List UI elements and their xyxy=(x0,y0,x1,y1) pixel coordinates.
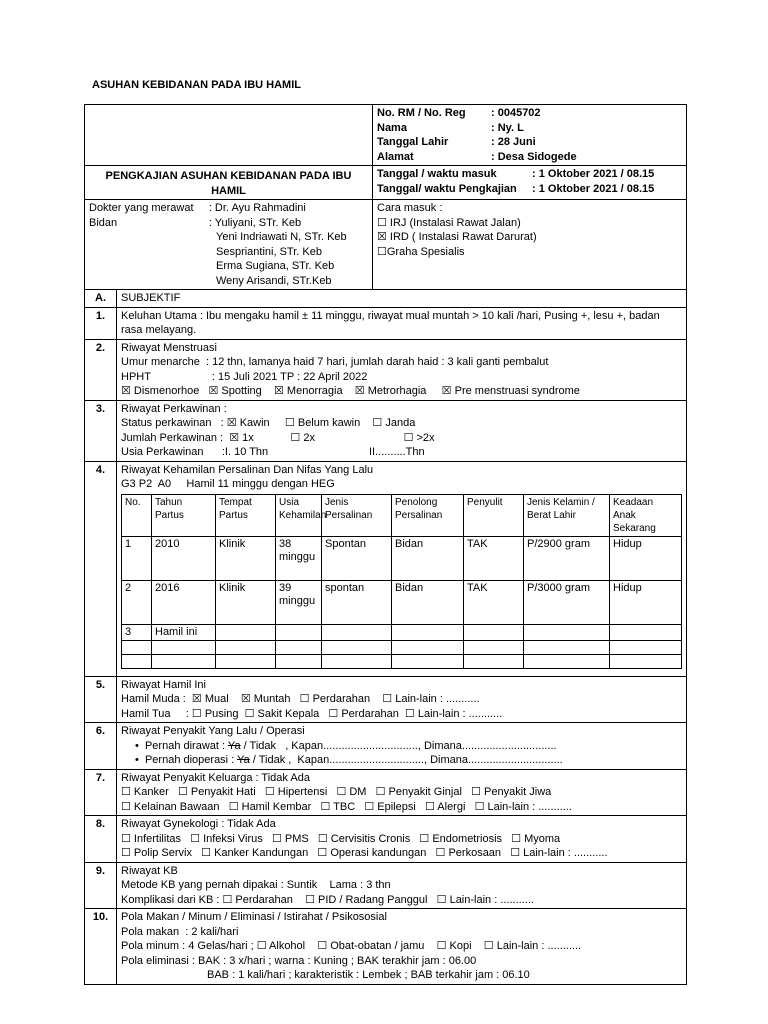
pregnancy-history-table xyxy=(121,494,682,669)
section-8: 8. Riwayat Gynekologi : Tidak Ada ☐ Infertilitas ☐ Infeksi Virus ☐ PMS ☐ Cervisitis Cronis ☐ Endometriosis ☐ Myoma ☐ Polip Servix ☐ Kanker Kandungan ☐ Operasi kandungan ☐ Perkosaan ☐ Lain-lain : ........... xyxy=(85,816,687,863)
menstruation-checkboxes[interactable]: ☒ Dismenorhoe ☒ Spotting ☒ Menorragia ☒ Metrorhagia ☒ Pre menstruasi syndrome xyxy=(121,385,580,397)
table-row: 3 Hamil ini xyxy=(122,624,682,640)
patient-identity: No. RM / No. Reg : 0045702 Nama : Ny. L Tanggal Lahir : 28 Juni Alamat : Desa Sidogede xyxy=(373,105,687,166)
admission-times: Tanggal / waktu masuk : 1 Oktober 2021 / 08.15 Tanggal/ waktu Pengkajian : 1 Oktober 2021 / 08.15 xyxy=(373,166,687,200)
staff-list: Dokter yang merawat : Dr. Ayu Rahmadini Bidan : Yuliyani, STr. Keb Yeni Indriawati N, STr. Keb Sespriantini, STr. Keb Erma Sugiana, STr. Keb Weny Arisandi, STr.Keb xyxy=(85,200,373,290)
tgl-lahir-value: : 28 Juni xyxy=(491,136,536,148)
table-row: 1 2010 Klinik 38 minggu Spontan Bidan TAK P/2900 gram Hidup xyxy=(122,536,682,580)
section-10: 10. Pola Makan / Minum / Eliminasi / Istirahat / Psikososial Pola makan : 2 kali/hari Pola minum : 4 Gelas/hari ; ☐ Alkohol ☐ Obat-obatan / jamu ☐ Kopi ☐ Lain-lain : ........... Pola eliminasi : BAK : 3 x/hari ; warna : Kuning ; BAK terakhir jam : 06.00 BAB : 1 kali/hari ; karakteristik : Lembek ; BAB terkahir jam : 06.10 xyxy=(85,909,687,985)
family-disease-checkboxes[interactable]: ☐ Kanker ☐ Penyakit Hati ☐ Hipertensi ☐ DM ☐ Penyakit Ginjal ☐ Penyakit Jiwa xyxy=(121,786,552,798)
admission-method: Cara masuk : ☐ IRJ (Instalasi Rawat Jalan) ☒ IRD ( Instalasi Rawat Darurat) ☐Graha Spesialis xyxy=(373,200,687,290)
gyn-checkboxes[interactable]: ☐ Infertilitas ☐ Infeksi Virus ☐ PMS ☐ Cervisitis Cronis ☐ Endometriosis ☐ Myoma xyxy=(121,832,561,845)
family-disease-checkboxes-2[interactable]: ☐ Kelainan Bawaan ☐ Hamil Kembar ☐ TBC ☐ Epilepsi ☐ Alergi ☐ Lain-lain : ........... xyxy=(121,800,572,813)
no-rm-value: : 0045702 xyxy=(491,107,541,119)
staff-row xyxy=(85,200,687,290)
hamil-muda[interactable]: Hamil Muda : ☒ Mual ☒ Muntah ☐ Perdarahan ☐ Lain-lain : ........... xyxy=(121,693,480,705)
section-2: 2. Riwayat Menstruasi Umur menarche : 12 thn, lamanya haid 7 hari, jumlah darah haid : 3 kali ganti pembalut HPHT : 15 Juli 2021 TP : 22 April 2022 ☒ Dismenorhoe ☒ Spotting ☒ Menorragia ☒ Metrorhagia ☒ Pre menstruasi syndrome xyxy=(85,339,687,400)
document-title: ASUHAN KEBIDANAN PADA IBU HAMIL xyxy=(92,79,301,91)
irj-checkbox[interactable]: ☐ IRJ (Instalasi Rawat Jalan) xyxy=(377,216,521,229)
section-4: 4. Riwayat Kehamilan Persalinan Dan Nifas Yang Lalu G3 P2 A0 Hamil 11 minggu dengan HEG No. Tahun Partus Tempat Partus Usia Kehamilan Jenis Persalinan Penolong Persalinan Penyulit Jenis Kelamin / Berat Lahir Keadaan Anak Sekarang 1 2010 Klinik 38 minggu Spontan Bidan TAK P/2900 gram Hidup 2 2016 Klinik 39 minggu spontan Bidan TAK P/3000 gram Hidup 3 Hamil ini xyxy=(85,461,687,676)
graha-checkbox[interactable]: ☐Graha Spesialis xyxy=(377,245,465,258)
hamil-tua[interactable]: Hamil Tua : ☐ Pusing ☐ Sakit Kepala ☐ Perdarahan ☐ Lain-lain : ........... xyxy=(121,707,503,720)
jumlah-perkawinan[interactable]: Jumlah Perkawinan : ☒ 1x ☐ 2x ☐ >2x xyxy=(121,431,435,444)
patient-identity-row xyxy=(85,105,687,166)
pernah-dioperasi: • Pernah dioperasi : Ya / Tidak , Kapan..............................., Dimana............................... xyxy=(135,754,563,766)
table-row: 2 2016 Klinik 39 minggu spontan Bidan TAK P/3000 gram Hidup xyxy=(122,580,682,624)
pola-minum[interactable]: Pola minum : 4 Gelas/hari ; ☐ Alkohol ☐ Obat-obatan / jamu ☐ Kopi ☐ Lain-lain : ........... xyxy=(121,940,582,952)
alamat-value: : Desa Sidogede xyxy=(491,150,577,163)
pernah-dirawat: • Pernah dirawat : Ya / Tidak , Kapan..............................., Dimana............................... xyxy=(135,739,557,752)
assessment-section-title: PENGKAJIAN ASUHAN KEBIDANAN PADA IBU HAMIL xyxy=(85,166,373,200)
ird-checkbox[interactable]: ☒ IRD ( Instalasi Rawat Darurat) xyxy=(377,231,537,243)
section-3: 3. Riwayat Perkawinan : Status perkawinan : ☒ Kawin ☐ Belum kawin ☐ Janda Jumlah Perkawinan : ☒ 1x ☐ 2x ☐ >2x Usia Perkawinan :I. 10 Thn II..........Thn xyxy=(85,400,687,461)
section-9: 9. Riwayat KB Metode KB yang pernah dipakai : Suntik Lama : 3 thn Komplikasi dari KB : ☐ Perdarahan ☐ PID / Radang Panggul ☐ Lain-lain : ........... xyxy=(85,862,687,909)
table-row xyxy=(122,654,682,668)
kb-complication-checkboxes[interactable]: Komplikasi dari KB : ☐ Perdarahan ☐ PID / Radang Panggul ☐ Lain-lain : ........... xyxy=(121,893,534,906)
section-1: 1. Keluhan Utama : Ibu mengaku hamil ± 11 minggu, riwayat mual muntah > 10 kali /hari, Pusing +, lesu +, badan rasa melayang. xyxy=(85,307,687,339)
status-perkawinan[interactable]: Status perkawinan : ☒ Kawin ☐ Belum kawin ☐ Janda xyxy=(121,417,416,429)
nama-value: : Ny. L xyxy=(491,121,524,134)
section-6: 6. Riwayat Penyakit Yang Lalu / Operasi • Pernah dirawat : Ya / Tidak , Kapan..............................., Dimana............................... • Pernah dioperasi : Ya / Tidak , Kapan..............................., Dimana............................... xyxy=(85,723,687,770)
assessment-title-row xyxy=(85,166,687,200)
section-7: 7. Riwayat Penyakit Keluarga : Tidak Ada ☐ Kanker ☐ Penyakit Hati ☐ Hipertensi ☐ DM ☐ Penyakit Ginjal ☐ Penyakit Jiwa ☐ Kelainan Bawaan ☐ Hamil Kembar ☐ TBC ☐ Epilepsi ☐ Alergi ☐ Lain-lain : ........... xyxy=(85,769,687,816)
table-row xyxy=(122,640,682,654)
assessment-form xyxy=(84,104,687,985)
keluhan-utama: Keluhan Utama : Ibu mengaku hamil ± 11 minggu, riwayat mual muntah > 10 kali /hari, Pusing +, lesu +, badan rasa melayang. xyxy=(117,307,687,339)
table-header-row: No. Tahun Partus Tempat Partus Usia Kehamilan Jenis Persalinan Penolong Persalinan Penyulit Jenis Kelamin / Berat Lahir Keadaan Anak Sekarang xyxy=(122,494,682,536)
section-5: 5. Riwayat Hamil Ini Hamil Muda : ☒ Mual ☒ Muntah ☐ Perdarahan ☐ Lain-lain : ........... Hamil Tua : ☐ Pusing ☐ Sakit Kepala ☐ Perdarahan ☐ Lain-lain : ........... xyxy=(85,676,687,723)
gyn-checkboxes-2[interactable]: ☐ Polip Servix ☐ Kanker Kandungan ☐ Operasi kandungan ☐ Perkosaan ☐ Lain-lain : ........... xyxy=(121,847,608,859)
section-a: A. SUBJEKTIF xyxy=(85,290,687,308)
